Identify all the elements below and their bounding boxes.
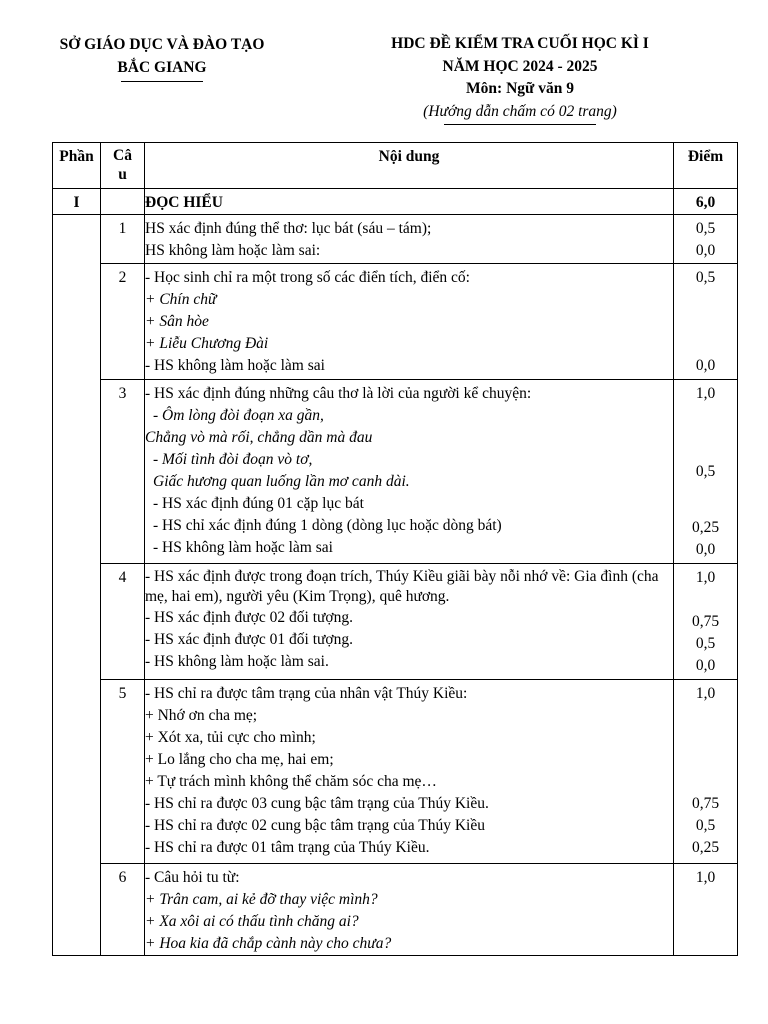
answer-content: - Học sinh chỉ ra một trong số các điển tích, điển cố: + Chín chữ + Sân hòe + Liễu Chương Đài - HS không làm hoặc làm sai: [145, 264, 674, 380]
department-name: SỞ GIÁO DỤC VÀ ĐÀO TẠO: [59, 36, 265, 53]
section-cau-empty: [101, 189, 145, 215]
header-phan: Phần: [53, 143, 101, 189]
table-header-row: [53, 143, 738, 189]
table-row: [53, 564, 738, 680]
score-cell: 1,0 0,75 0,5 0,25: [674, 680, 738, 864]
header-left: [40, 33, 284, 82]
document-title: HDC ĐỀ KIỂM TRA CUỐI HỌC KÌ I: [391, 35, 649, 52]
cau-number: 1: [101, 215, 145, 264]
answer-content: - HS xác định được trong đoạn trích, Thúy Kiều giãi bày nỗi nhớ về: Gia đình (cha mẹ, hai em), người yêu (Kim Trọng), quê hương. - HS xác định được 02 đối tượng. - HS xác định được 01 đối tượng. - HS không làm hoặc làm sai.: [145, 564, 674, 680]
cau-number: 4: [101, 564, 145, 680]
header-diem: Điểm: [674, 143, 738, 189]
cau-number: 2: [101, 264, 145, 380]
phan-cell-empty: [53, 215, 101, 956]
section-score: 6,0: [674, 189, 738, 215]
header-cau: Câ u: [101, 143, 145, 189]
province-name: BẮC GIANG: [117, 59, 207, 76]
cau-number: 3: [101, 380, 145, 564]
answer-content: - Câu hỏi tu từ: + Trân cam, ai kẻ đỡ thay việc mình? + Xa xôi ai có thấu tình chăng ai? + Hoa kia đã chắp cành này cho chưa?: [145, 864, 674, 956]
score-cell: 0,5 0,0: [674, 215, 738, 264]
header-noidung: Nội dung: [145, 143, 674, 189]
cau-number: 6: [101, 864, 145, 956]
table-row: [53, 864, 738, 956]
table-row: [53, 215, 738, 264]
score-cell: 1,0: [674, 864, 738, 956]
table-row: [53, 264, 738, 380]
header-right: [350, 33, 690, 125]
grading-table: [52, 142, 738, 956]
school-year: NĂM HỌC 2024 - 2025: [442, 57, 598, 75]
section-title: ĐỌC HIỂU: [145, 189, 674, 215]
header-left-underline: [121, 81, 203, 82]
table-row: [53, 380, 738, 564]
answer-content: HS xác định đúng thể thơ: lục bát (sáu – tám); HS không làm hoặc làm sai:: [145, 215, 674, 264]
section-row: [53, 189, 738, 215]
table-row: [53, 680, 738, 864]
score-cell: 0,5 0,0: [674, 264, 738, 380]
section-phan: I: [53, 189, 101, 215]
answer-content: - HS xác định đúng những câu thơ là lời của người kể chuyện: - Ôm lòng đòi đoạn xa gần, Chẳng vò mà rối, chẳng dần mà đau - Mối tình đòi đoạn vò tơ, Giấc hương quan luống lần mơ canh dài. - HS xác định đúng 01 cặp lục bát - HS chỉ xác định đúng 1 dòng (dòng lục hoặc dòng bát) - HS không làm hoặc làm sai: [145, 380, 674, 564]
page-note: (Hướng dẫn chấm có 02 trang): [423, 102, 617, 120]
score-cell: 1,0 0,5 0,25 0,0: [674, 380, 738, 564]
score-cell: 1,0 0,75 0,5 0,0: [674, 564, 738, 680]
answer-content: - HS chỉ ra được tâm trạng của nhân vật Thúy Kiều: + Nhớ ơn cha mẹ; + Xót xa, tủi cực cho mình; + Lo lắng cho cha mẹ, hai em; + Tự trách mình không thể chăm sóc cha mẹ… - HS chỉ ra được 03 cung bậc tâm trạng của Thúy Kiều. - HS chỉ ra được 02 cung bậc tâm trạng của Thúy Kiều - HS chỉ ra được 01 tâm trạng của Thúy Kiều.: [145, 680, 674, 864]
header-right-underline: [444, 124, 596, 125]
subject: Môn: Ngữ văn 9: [466, 80, 574, 97]
cau-number: 5: [101, 680, 145, 864]
